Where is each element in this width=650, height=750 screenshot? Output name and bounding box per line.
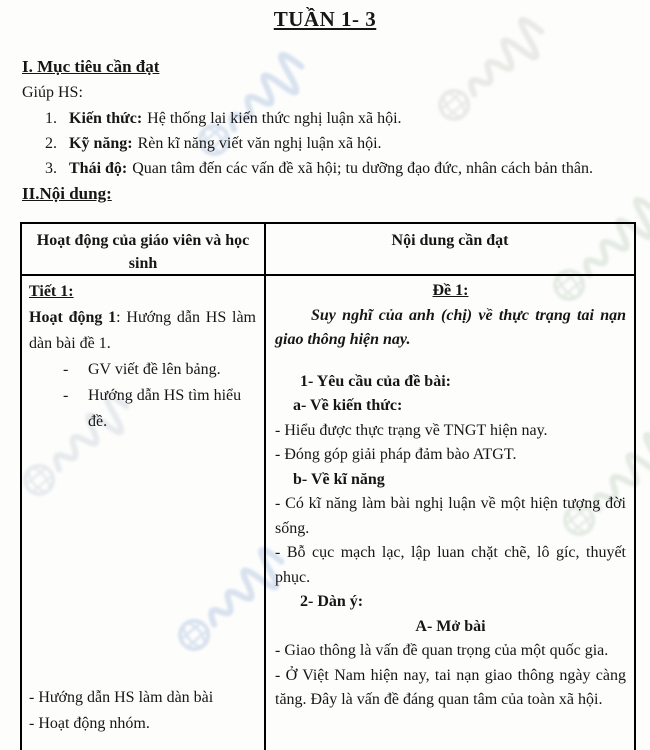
empty-space	[29, 435, 256, 685]
content-point: - Giao thông là vấn đề quan trọng của một quốc gia.	[275, 642, 609, 659]
section-1-intro: Giúp HS:	[22, 84, 83, 101]
bullet-dash: -	[63, 387, 69, 404]
activity-bullet: - Hướng dẫn HS làm dàn bài	[29, 689, 214, 706]
content-point: - Hiểu được thực trạng về TNGT hiện nay.	[275, 421, 548, 439]
objective-item	[45, 106, 650, 131]
section-2-heading-text: II.Nội dung:	[22, 184, 112, 203]
activity-1-label: Hoạt động 1	[29, 309, 117, 326]
objective-number: 3.	[45, 160, 57, 177]
activity-bullet: - Hoạt động nhóm.	[29, 715, 150, 732]
skills-subheading: b- Về kĩ năng	[293, 470, 385, 488]
knowledge-subheading: a- Về kiến thức:	[293, 397, 403, 414]
activity-bullet	[29, 383, 256, 435]
topic-number: Đề 1:	[432, 282, 469, 299]
content-point: - Ở Việt Nam hiện nay, tai nạn giao thông ngày càng tăng. Đây là vấn đề đáng quan tâm của toàn xã hội.	[275, 666, 626, 708]
content-point: - Đóng góp giải pháp đảm bào ATGT.	[275, 446, 517, 463]
table-cell-content	[266, 276, 634, 750]
objectives-list	[45, 106, 650, 181]
objective-text: Rèn kĩ năng viết văn nghị luận xã hội.	[137, 135, 382, 152]
objective-label: Kỹ năng:	[69, 135, 133, 152]
activity-1-text: : Hướng dẫn HS làm dàn bài đề 1.	[29, 309, 256, 352]
content-point: - Bỗ cục mạch lạc, lập luan chặt chẽ, lô gíc, thuyết phục.	[275, 544, 626, 586]
objective-number: 2.	[45, 135, 57, 152]
bullet-dash: -	[63, 361, 69, 378]
table-header-activities: Hoạt động của giáo viên và học sinh	[22, 224, 266, 276]
objective-item	[45, 131, 650, 156]
objective-item	[45, 156, 650, 181]
table-cell-activities	[22, 276, 266, 750]
document-title-text: TUẦN 1- 3	[273, 7, 377, 31]
table-header-content: Nội dung cần đạt	[266, 224, 634, 276]
objective-label: Thái độ:	[69, 160, 128, 177]
lesson-plan-table	[20, 222, 636, 750]
objective-text: Hệ thống lại kiến thức nghị luận xã hội.	[147, 110, 402, 127]
empty-space	[275, 353, 626, 370]
section-1-heading-text: I. Mục tiêu cần đạt	[22, 57, 160, 76]
activity-bullet	[29, 357, 256, 383]
section-2-heading	[22, 184, 650, 204]
period-label: Tiết 1:	[29, 283, 74, 300]
objective-text: Quan tâm đến các vấn đề xã hội; tu dưỡng đạo đức, nhân cách bản thân.	[132, 160, 594, 177]
activity-1-line	[29, 305, 256, 357]
content-point: - Có kĩ năng làm bài nghị luận về một hiện tượng đời sống.	[275, 495, 626, 537]
bullet-text: GV viết đề lên bảng.	[88, 361, 221, 378]
objective-label: Kiến thức:	[69, 110, 143, 127]
outline-heading: 2- Dàn ý:	[300, 593, 364, 610]
requirements-heading: 1- Yêu cầu của đề bài:	[300, 372, 451, 390]
section-1-heading	[22, 57, 650, 77]
opening-heading: A- Mở bài	[415, 617, 486, 635]
objective-number: 1.	[45, 110, 57, 127]
bullet-text: Hướng dẫn HS tìm hiểu đề.	[88, 387, 242, 430]
document-title	[0, 0, 650, 32]
essay-topic: Suy nghĩ của anh (chị) về thực trạng tai nạn giao thông hiện nay.	[275, 306, 626, 348]
